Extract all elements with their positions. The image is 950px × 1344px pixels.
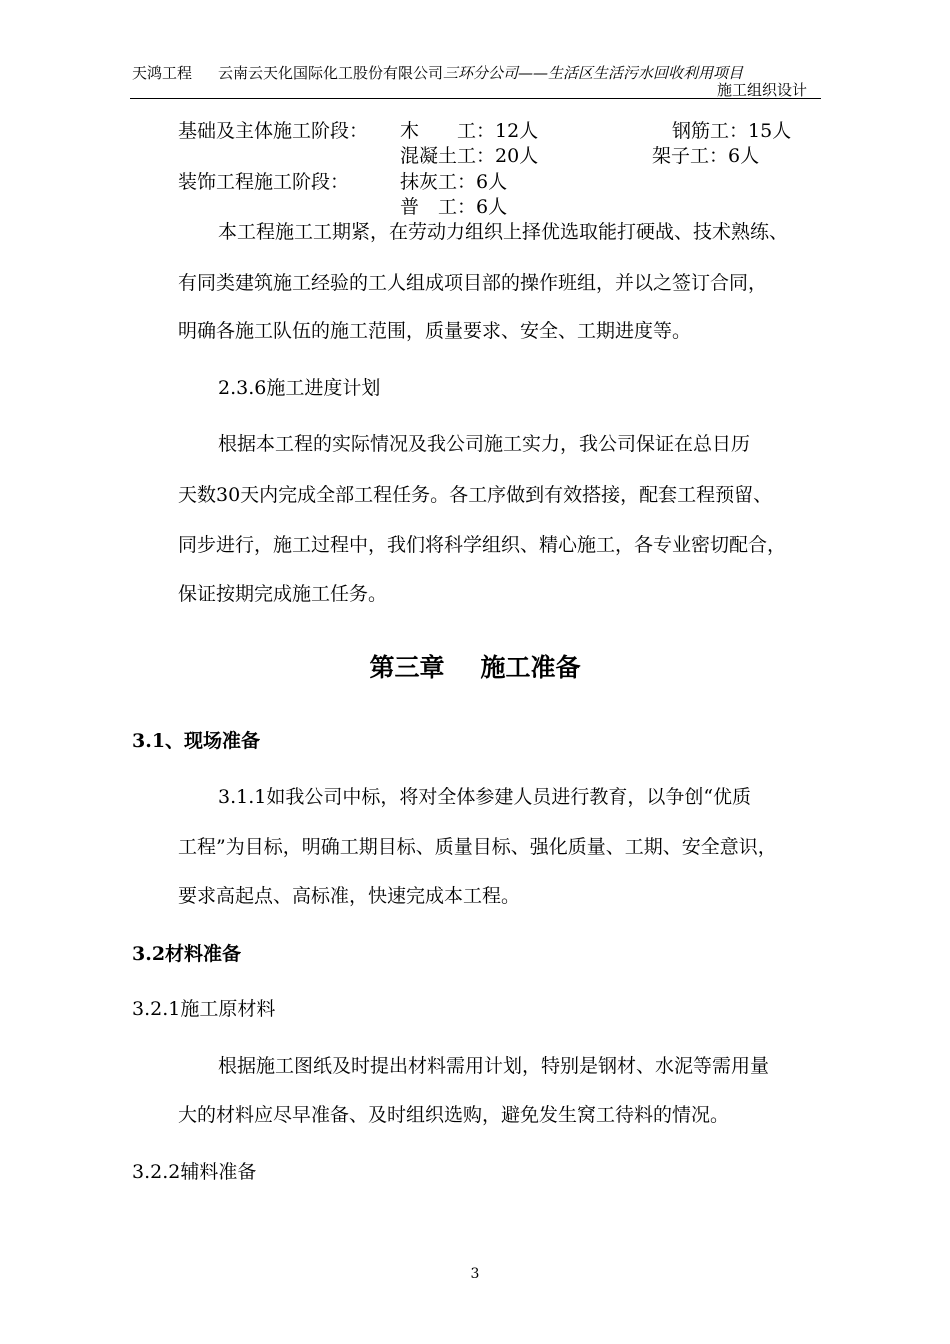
section-heading-3-1: 3.1、现场准备	[132, 730, 261, 752]
header-organization: 云南云天化国际化工股份有限公司	[218, 64, 444, 82]
header-doc-type: 施工组织设计	[717, 81, 808, 99]
labor-stage1-rebar: 钢筋工：15人	[672, 120, 792, 142]
section-heading-3-2-2: 3.2.2辅料准备	[132, 1161, 257, 1183]
paragraph-line: 根据本工程的实际情况及我公司施工实力，我公司保证在总日历	[218, 433, 751, 455]
paragraph-line: 保证按期完成施工任务。	[178, 583, 388, 605]
section-heading-3-2-1: 3.2.1施工原材料	[132, 998, 276, 1020]
labor-stage2-general: 普 工：6人	[400, 196, 508, 218]
paragraph-line: 工程”为目标，明确工期目标、质量目标、强化质量、工期、安全意识，	[178, 836, 777, 858]
paragraph-line: 有同类建筑施工经验的工人组成项目部的操作班组，并以之签订合同，	[178, 272, 768, 294]
header-project: 三环分公司——生活区生活污水回收利用项目	[443, 64, 744, 82]
section-heading-3-2: 3.2材料准备	[132, 943, 242, 965]
paragraph-line: 天数30天内完成全部工程任务。各工序做到有效搭接，配套工程预留、	[178, 484, 773, 506]
header-divider	[130, 98, 821, 99]
chapter-name: 施工准备	[480, 653, 581, 682]
paragraph-line: 同步进行，施工过程中，我们将科学组织、精心施工，各专业密切配合，	[178, 534, 787, 556]
labor-stage2-plaster: 抹灰工：6人	[400, 171, 508, 193]
paragraph-line: 大的材料应尽早准备、及时组织选购，避免发生窝工待料的情况。	[178, 1104, 730, 1126]
paragraph-line: 要求高起点、高标准，快速完成本工程。	[178, 885, 521, 907]
page-number: 3	[470, 1266, 480, 1282]
paragraph-line: 本工程施工工期紧，在劳动力组织上择优选取能打硬战、技术熟练、	[218, 221, 789, 243]
header-company: 天鸿工程	[132, 64, 193, 82]
labor-stage1-carpenter: 木 工：12人	[400, 120, 539, 142]
labor-stage2-label: 装饰工程施工阶段：	[178, 171, 350, 193]
section-heading-2-3-6: 2.3.6施工进度计划	[218, 377, 381, 399]
paragraph-line: 3.1.1如我公司中标，将对全体参建人员进行教育，以争创“优质	[218, 786, 752, 808]
labor-stage1-concrete: 混凝土工：20人	[400, 145, 539, 167]
labor-stage1-scaffold: 架子工：6人	[652, 145, 760, 167]
page-header	[132, 62, 743, 83]
chapter-number: 第三章	[369, 653, 445, 682]
paragraph-line: 根据施工图纸及时提出材料需用计划，特别是钢材、水泥等需用量	[218, 1055, 770, 1077]
paragraph-line: 明确各施工队伍的施工范围，质量要求、安全、工期进度等。	[178, 320, 692, 342]
labor-stage1-label: 基础及主体施工阶段：	[178, 120, 369, 142]
chapter-title	[0, 648, 950, 684]
